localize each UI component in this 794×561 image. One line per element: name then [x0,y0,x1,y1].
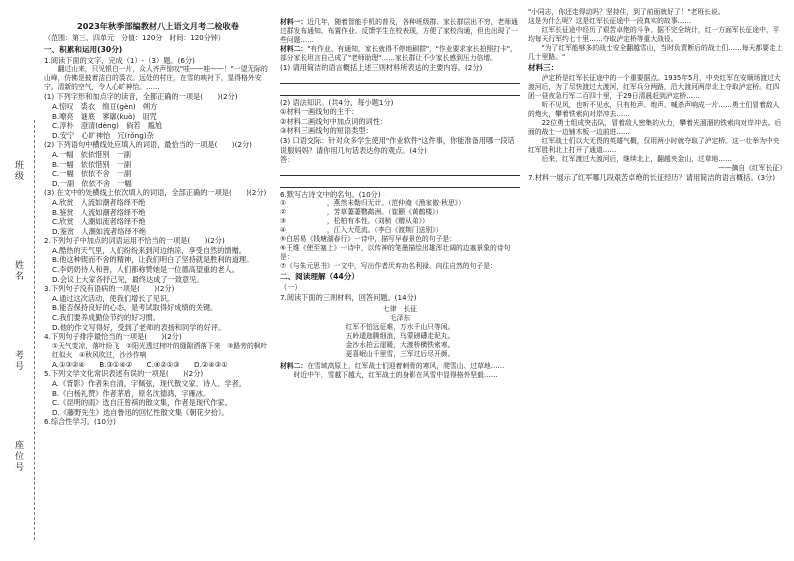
recite-line: ① ，燕然未勒归无计。（范仲淹《渔家傲·秋思》） [280,199,465,208]
exam-title: 2023年秋季部编教材八上语文月考二检收卷 [77,21,239,31]
answer-line[interactable] [280,166,520,176]
option: D.安宁 心旷神怡 冗(rǒng)杂 [52,130,154,140]
margin-label-seat: 座位号 [13,440,23,473]
option: C.欣赏 人潮如流者络绎不绝 [52,217,146,227]
poem-line: 红军不怕远征难，万水千山只等闲。 [345,323,455,332]
question-1-3-options [44,198,272,236]
story-para: 听不见风，也听不见水，只有枪声、炮声、喊杀声响成一片……勇士们冒着敌人的炮火，攀着铁索向对岸冲去…… [528,100,780,118]
question-5: 5.下列文学文化常识表述有误的一项是( )(2分) [44,369,204,379]
material-b-label: 材料二： [280,362,308,371]
material-2-label: 材料二： [280,45,308,53]
margin-label-class: 班级 [13,160,23,182]
answer-label: 答： [280,155,295,165]
question-6-3: (3) 口语交际：针对众多学生使用"作业软件"这件事，你能准备用哪一段话说服妈妈？请你用几句话表达你的观点。(4分) [280,135,515,155]
option: B.能否保持良好的心态，是考试取得好成绩的关键。 [52,303,218,313]
question-2: 2.下列句子中加点的词语运用不恰当的一项是( )(2分) [44,236,225,246]
story-line: "小同志，你还走得动吗？坚持住，到了前面就好了！"老班长说。 [528,8,725,16]
option: A.酷热的天气里，人们纷纷来到河边纳凉，享受自然的馈赠。 [52,245,246,255]
reading-1-title: （一） [280,282,302,292]
poem-title: 七律 长征 [383,305,417,314]
answer-line[interactable] [280,74,520,84]
recite-line: ⑦《与朱元思书》一文中，写出作者厌弃功名利禄、向往自然的句子是： [280,262,497,271]
column-3 [528,8,786,182]
option: A.《背影》作者朱自清，字佩弦，现代散文家、诗人、学者。 [52,379,246,388]
question-1-1: (1) 下列字形和加点字的读音，全都正确的一项是( )(2分) [44,92,238,102]
option: A.一幅 依依惜别 一副 [52,149,131,159]
poem-line: 五岭逶迤腾细浪，乌蒙磅礴走泥丸。 [345,332,455,341]
story-para: 泸定桥是红军长征途中的一个重要据点。1935年5月，中央红军在安顺场渡过大渡河后，为了尽快渡过大渡河，红军兵分两路，沿大渡河两岸北上夺取泸定桥。红四团一昼夜急行军二百四十里，于29日清晨赶到泸定桥…… [528,73,781,100]
material-3-label: 材料三： [528,63,559,72]
section-1-heading: 一、积累和运用(30分) [44,45,123,55]
recite-line: ② ，芳草萋萋鹦鹉洲。（崔颢《黄鹤楼》） [280,208,443,217]
option: C.淳朴 澄清(dèng) 倘若 尴尬 [52,121,163,131]
poem-line: 更喜岷山千里雪，三军过后尽开颜。 [345,350,455,359]
question-6-1: (1) 请用简洁的语言概括上述三则材料所表达的主要内容。(2分) [280,63,483,72]
question-6-2-a: ①材料一画线句的主干： [280,107,359,117]
question-7: 6.默写古诗文中的名句。(10分) [280,189,381,199]
option: B.鉴赏 人流如潮者络绎不绝 [52,207,146,217]
option: C.一幅 依依不舍 一副 [52,169,132,179]
passage-para: 翻过山来，只见银白一片，众人齐声惊叹"哇——哇——！"一望无际的山峰，仿佛是披着洁白的裘衣。远处的村庄，在雪的映衬下，显得格外安宁。清新的空气，令人心旷神怡。…… [44,65,268,92]
question-4: 4.下列句子排序最恰当的一项是( )(2分) [44,332,182,342]
poem-author: 毛泽东 [389,314,411,323]
option: A.通过这次活动，使我们增长了见识。 [52,293,175,303]
question-last: 7.材料一展示了红军哪几段艰苦卓绝的长征经历？请用简洁的语言概括。(3分) [528,172,776,182]
question-6-2-c: ③材料三画线句的短语类型： [280,126,373,136]
option: D.会议上大家各抒己见，最终达成了一致意见。 [52,274,204,284]
question-3: 3.下列句子没有语病的一项是( )(2分) [44,284,175,294]
material-1-label: 材料一： [280,18,308,26]
poem-block [280,305,520,359]
question-4-options: A.①③②④ B.③①④② C.④②①③ D.②④③① [52,359,228,369]
exam-meta: （范围：第三、四单元 分值：120分 时间：120分钟） [44,33,225,42]
option: C.《昆明的雨》选自汪曾祺的散文集，作者是现代作家。 [52,398,232,408]
binding-margin [6,120,40,540]
question-1-2-options [44,150,272,188]
margin-label-exam-no: 考号 [13,350,23,372]
story-para: 红军长征途中经历了艰苦卓绝的斗争。据不完全统计，红一方面军长征途中，平均每天行军约七十里……夺取泸定桥等重大战役。 [528,26,780,43]
recite-line: ⑥王维《使至塞上》一诗中，以传神的笔墨描绘出雄浑壮阔的边塞景象的诗句是： [280,244,511,262]
option: D.他的作文写得好，受到了老师的表扬和同学的好评。 [52,322,226,332]
answer-line[interactable] [280,86,520,96]
option: B.《白杨礼赞》作者茅盾，原名沈德鸿，字雁冰。 [52,388,211,398]
recite-line: ⑤白居易《钱塘湖春行》一诗中，描写早春景色的句子是： [280,235,457,244]
story-line: 这是为什么呢？这是红军长征途中一段真实的故事…… [528,17,692,25]
margin-label-name: 姓名 [13,260,23,282]
option: A.欣赏 人流如潮者络绎不绝 [52,197,146,207]
material-2-text: "有作业、有通知，家长就得不停地刷群"，"作业要求家长拍照打卡"，部分家长坦言自己成了"老师助理"……家长群让不少家长感到压力倍增。 [280,45,517,62]
option: B.嘹亮 谜底 寥廓(kuò) 诅咒 [52,111,157,121]
option: C.李奶奶待人和善，人们都称赞她是一位德高望重的老人。 [52,265,239,275]
material-b-text: 在雪域高原上，红军战士们迎着刺骨的寒风，爬雪山、过草地…… [307,362,505,371]
story-para: "为了红军能够多的战士安全翻越雪山，当时负责断后的战士们……每天都要走上几十里路。" [528,44,783,61]
question-2-options [44,246,272,284]
question-1-2: (2) 下列语句中横线处应填入的词语，最恰当的一项是( )(2分) [44,140,252,150]
story-para: 22位勇士组成突击队，冒着敌人密集的火力，攀着光溜溜的铁索向对岸冲去。后面的战士一边铺木板一边前进…… [528,118,782,136]
poem-line: 金沙水拍云崖暖，大渡桥横铁索寒。 [345,341,455,350]
question-1: 1.阅读下面的文字，完成（1）-（3）题。(6分) [44,55,195,65]
option: A.惊叹 裘衣 绵亘(gèn) 朔方 [52,101,158,111]
reading-1-intro: 7.阅读下面的三则材料，回答问题。(14分) [280,292,417,302]
question-6-2-b: ②材料二画线句中加点词的词性： [280,116,388,126]
option: D.《藤野先生》选自鲁迅的回忆性散文集《朝花夕拾》。 [52,407,229,417]
option: D.一副 依依不舍 一幅 [52,178,132,188]
binding-dashed-line [34,120,35,540]
option: B.他这种锲而不舍的精神，让我们明白了坚持就是胜利的道理。 [52,255,254,265]
recite-line: ③ ，松柏有本性。（刘桢《赠从弟》） [280,217,429,226]
question-6: 6.综合性学习。(10分) [44,417,116,427]
option: C.我们要养成勤俭节约的好习惯。 [52,313,160,323]
answer-line[interactable] [280,178,520,188]
story-para: 红军战士们以大无畏的英雄气概，仅用两小时就夺取了泸定桥。这一壮举为中央红军胜利北上打开了通道…… [528,136,780,154]
story-para: 后来，红军渡过大渡河后，继续北上，翻越夹金山，过草地…… [528,154,732,163]
question-1-1-options [44,102,272,140]
recite-line: ④ ，江入大荒流。（李白《渡荆门送别》） [280,226,443,235]
question-1-3: (3) 在文中的处横线上依次填入的词语，全部正确的一项是( )(2分) [44,188,267,198]
material-1-text: 近几年，随着智能手机的普及，各种班级群、家长群层出不穷，老师通过群发布通知、布置作业、反馈学生在校表现，方便了家校沟通，但也出现了一些问题…… [280,18,518,44]
column-1 [44,22,272,427]
option: D.鉴赏 人潮如流者络绎不绝 [52,226,147,236]
question-5-options [44,379,272,417]
source-quote: ——摘自《红军长征》 [718,163,786,172]
question-4-text: ①天气变凉，落叶纷飞 ②阳光透过树叶的缝隙洒落下来 ③路旁的枫叶红似火 ④秋风吹过，沙沙作响 [52,341,268,359]
option: B.一幅 依依惜别 一副 [52,159,132,169]
question-3-options [44,294,272,332]
column-2 [280,18,520,380]
material-c-text: 时近中午，雪越下越大，红军战士的身影在风雪中显得格外坚毅…… [280,371,498,380]
question-6-2: (2) 语法知识。(共4分，每小题1分) [280,97,394,107]
section-2-heading: 二、阅读理解（44分） [280,272,359,282]
